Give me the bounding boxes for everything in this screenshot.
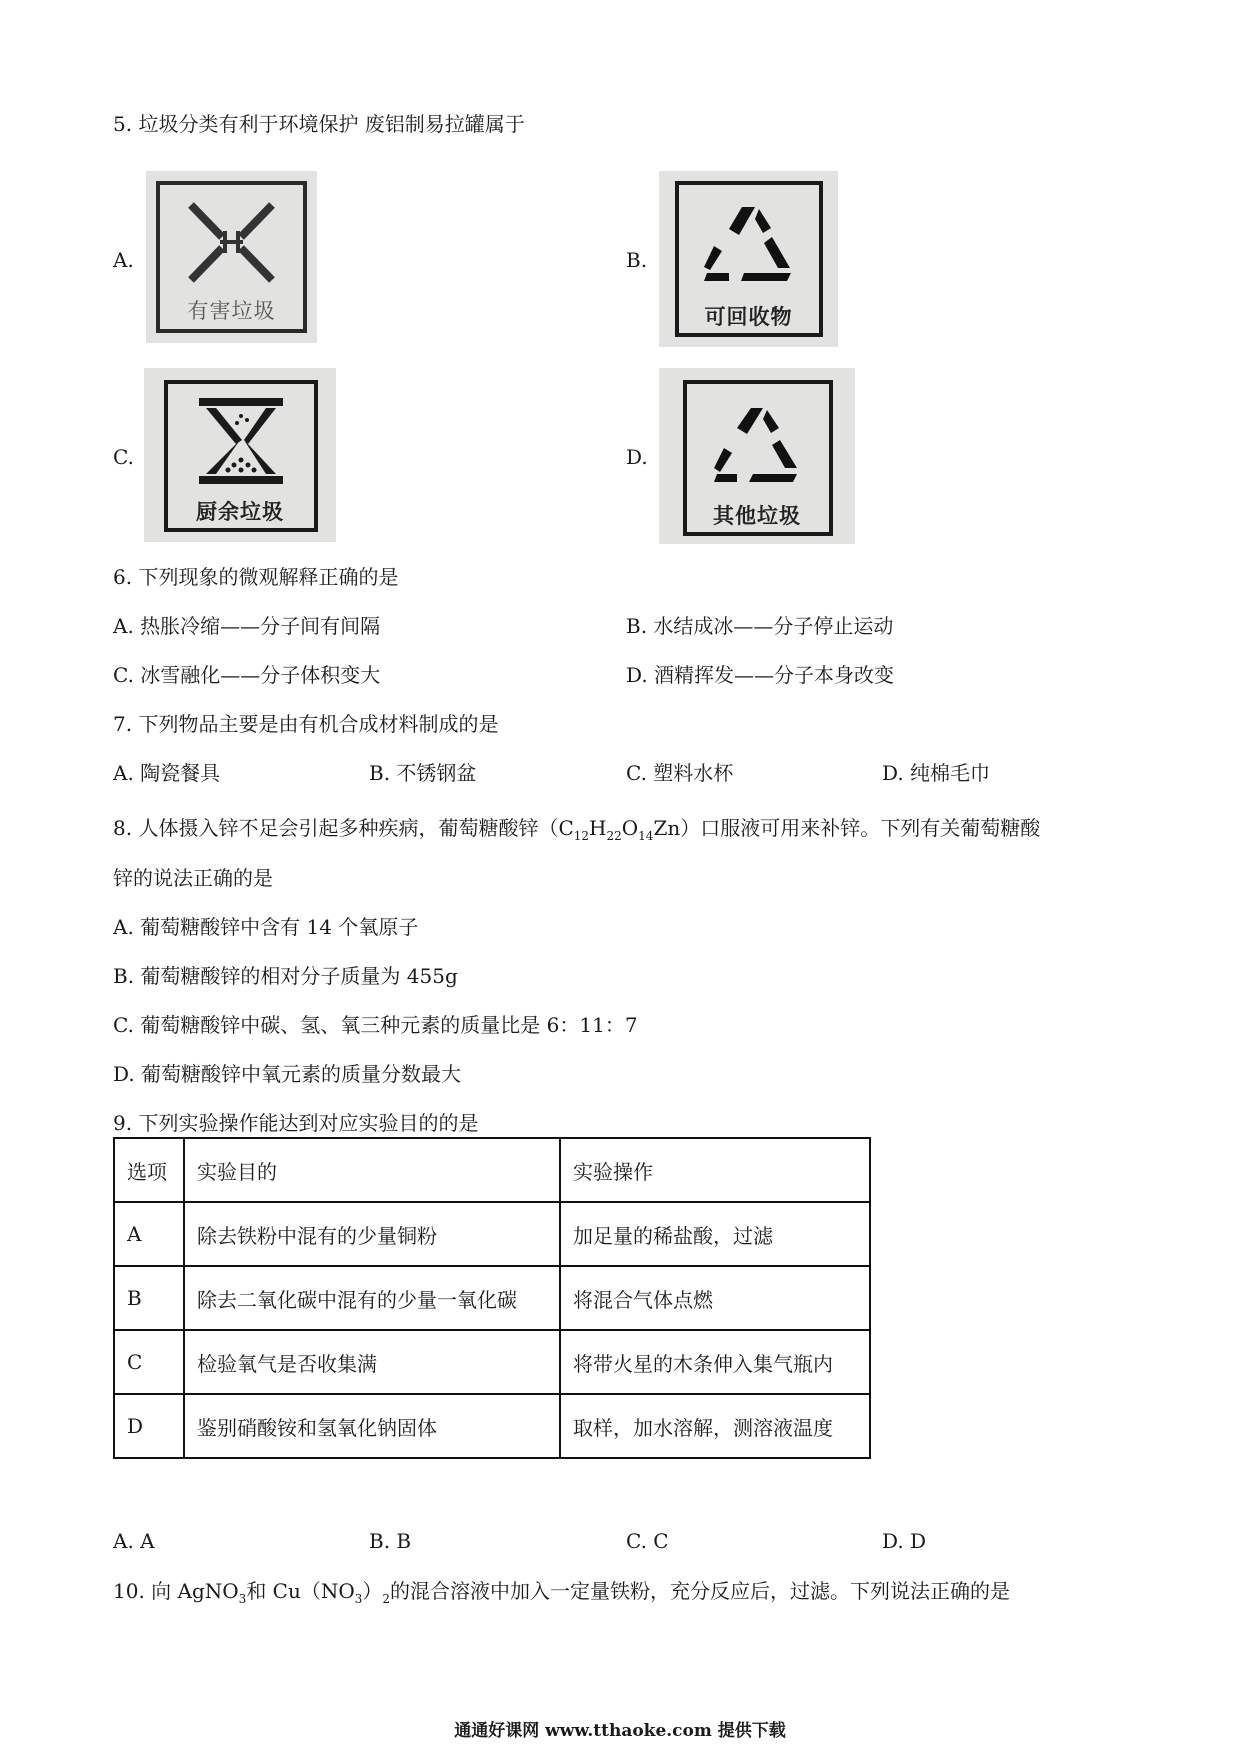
q6-option-c: C. 冰雪融化——分子体积变大 xyxy=(113,663,381,687)
q5-option-d-image[interactable] xyxy=(659,368,855,544)
q9-stem: 9. 下列实验操作能达到对应实验目的的是 xyxy=(113,1111,479,1135)
table-header-cell: 选项 xyxy=(114,1138,184,1202)
q5-option-a-letter: A. xyxy=(113,248,134,272)
q9-option-a: A. A xyxy=(113,1529,155,1553)
q6-option-b: B. 水结成冰——分子停止运动 xyxy=(626,614,894,638)
table-row xyxy=(114,1202,870,1266)
q7-stem: 7. 下列物品主要是由有机合成材料制成的是 xyxy=(113,712,499,736)
q6-stem: 6. 下列现象的微观解释正确的是 xyxy=(113,565,399,589)
q5-option-b-caption: 可回收物 xyxy=(704,304,793,329)
table-cell: 将带火星的木条伸入集气瓶内 xyxy=(560,1330,870,1394)
q8-stem-line2: 锌的说法正确的是 xyxy=(113,866,273,890)
q8-option-c: C. 葡萄糖酸锌中碳、氢、氧三种元素的质量比是 6：11：7 xyxy=(113,1013,638,1037)
table-header-cell: 实验操作 xyxy=(560,1138,870,1202)
q5-option-c-image[interactable] xyxy=(144,368,336,542)
q7-option-c: C. 塑料水杯 xyxy=(626,761,734,785)
table-cell: 除去铁粉中混有的少量铜粉 xyxy=(184,1202,560,1266)
q8-option-a: A. 葡萄糖酸锌中含有 14 个氧原子 xyxy=(113,915,419,939)
q9-option-d: D. D xyxy=(882,1529,927,1553)
table-cell: 取样，加水溶解，测溶液温度 xyxy=(560,1394,870,1458)
table-cell: A xyxy=(114,1202,184,1266)
table-cell: B xyxy=(114,1266,184,1330)
q6-option-a: A. 热胀冷缩——分子间有间隔 xyxy=(113,614,381,638)
q5-option-d-letter: D. xyxy=(626,445,648,469)
q8-stem: 8. 人体摄入锌不足会引起多种疾病，葡萄糖酸锌$(C_{12}H_{22}O_{14}Zn)$口服液可用来补锌。下列有关葡萄糖酸 xyxy=(113,816,1041,843)
q5-option-b-letter: B. xyxy=(626,248,648,272)
q9-option-b: B. B xyxy=(369,1529,412,1553)
q7-option-a: A. 陶瓷餐具 xyxy=(113,761,221,785)
table-row xyxy=(114,1266,870,1330)
table-cell: D xyxy=(114,1394,184,1458)
table-header-row xyxy=(114,1138,870,1202)
q5-option-c-letter: C. xyxy=(113,445,134,469)
q8-option-d: D. 葡萄糖酸锌中氧元素的质量分数最大 xyxy=(113,1062,462,1086)
q5-option-c-caption: 厨余垃圾 xyxy=(196,499,284,524)
q8-option-b: B. 葡萄糖酸锌的相对分子质量为 455g xyxy=(113,964,458,988)
table-cell: 将混合气体点燃 xyxy=(560,1266,870,1330)
table-row xyxy=(114,1394,870,1458)
q6-option-d: D. 酒精挥发——分子本身改变 xyxy=(626,663,895,687)
q9-table xyxy=(113,1137,871,1459)
table-cell: 加足量的稀盐酸，过滤 xyxy=(560,1202,870,1266)
q7-option-b: B. 不锈钢盆 xyxy=(369,761,477,785)
q9-option-c: C. C xyxy=(626,1529,669,1553)
table-cell: 鉴别硝酸铵和氢氧化钠固体 xyxy=(184,1394,560,1458)
q5-option-a-caption: 有害垃圾 xyxy=(187,299,276,323)
q5-option-a-image[interactable] xyxy=(146,171,317,343)
q5-stem: 5. 垃圾分类有利于环境保护 废铝制易拉罐属于 xyxy=(113,112,525,136)
q7-option-d: D. 纯棉毛巾 xyxy=(882,761,991,785)
q10-stem: 10. 向 AgNO$_3$和 $Cu(NO_3)_2$的混合溶液中加入一定量铁粉，充分反应后，过滤。下列说法正确的是 xyxy=(113,1579,1011,1606)
table-cell: 除去二氧化碳中混有的少量一氧化碳 xyxy=(184,1266,560,1330)
table-cell: C xyxy=(114,1330,184,1394)
page-footer: 通通好课网 www.tthaoke.com 提供下载 xyxy=(454,1721,786,1741)
table-row xyxy=(114,1330,870,1394)
q5-option-d-caption: 其他垃圾 xyxy=(713,503,801,528)
table-header-cell: 实验目的 xyxy=(184,1138,560,1202)
table-cell: 检验氧气是否收集满 xyxy=(184,1330,560,1394)
q5-option-b-image[interactable] xyxy=(659,171,838,347)
